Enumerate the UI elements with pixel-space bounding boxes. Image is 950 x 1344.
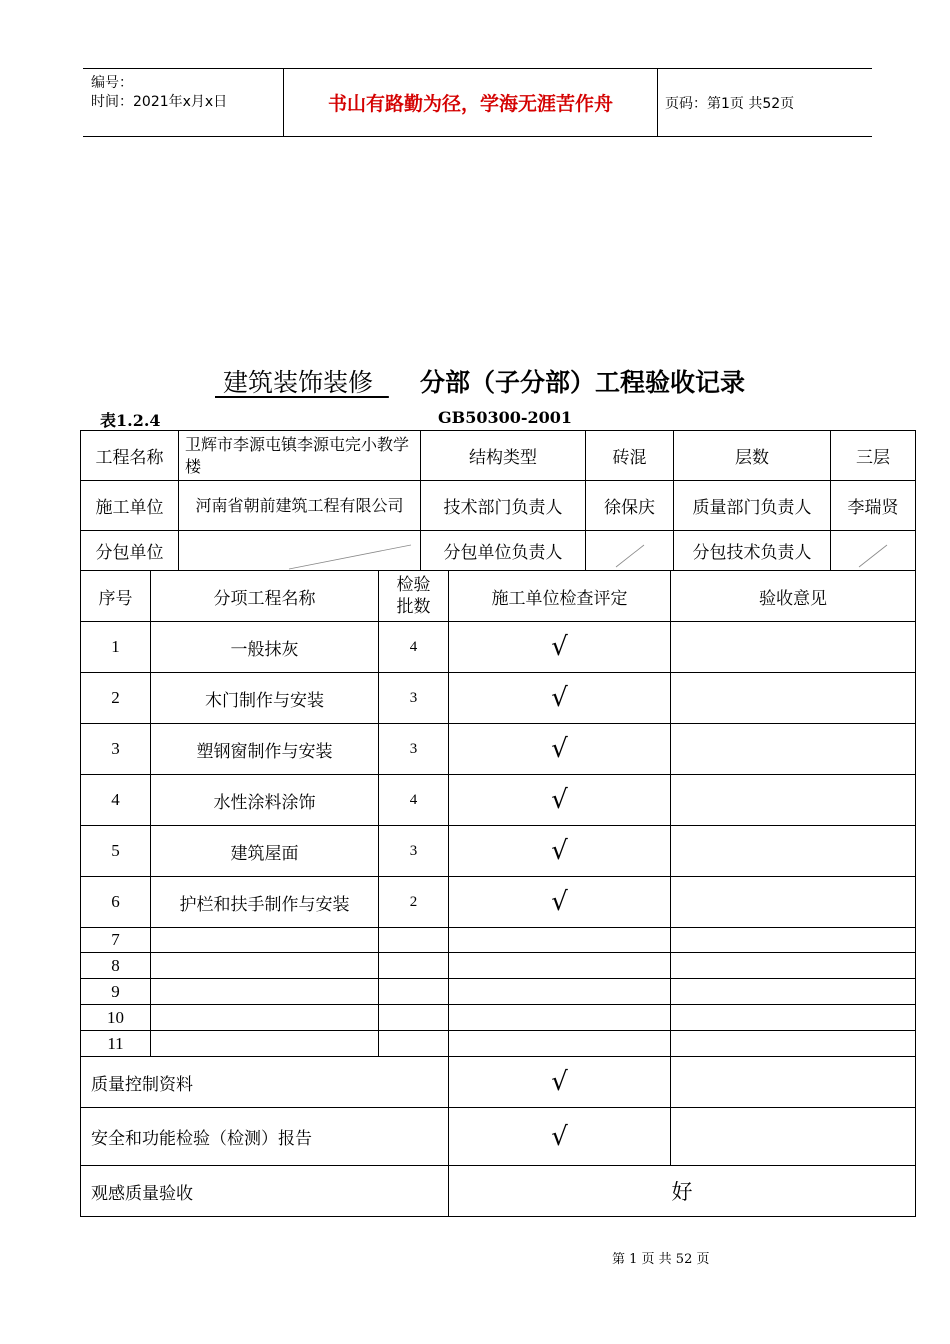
item-check: √ (449, 877, 671, 928)
item-name: 一般抹灰 (151, 622, 379, 673)
table-number: 表1.2.4 (100, 411, 161, 430)
item-check (449, 953, 671, 979)
item-batches: 3 (379, 724, 449, 775)
table-row (81, 775, 916, 826)
item-batches: 3 (379, 826, 449, 877)
subcontractor-value-empty (179, 531, 421, 571)
quality-docs-opinion (671, 1057, 916, 1108)
items-table (80, 570, 916, 1217)
item-batches (379, 953, 449, 979)
appearance-row (81, 1166, 916, 1217)
title-underlined: 建筑装饰装修 (215, 368, 389, 397)
structure-value: 砖混 (586, 431, 674, 481)
item-opinion (671, 877, 916, 928)
item-name: 木门制作与安装 (151, 673, 379, 724)
floors-value: 三层 (831, 431, 916, 481)
item-no: 4 (81, 775, 151, 826)
item-opinion (671, 826, 916, 877)
table-row (81, 673, 916, 724)
subcontractor-label: 分包单位 (81, 531, 179, 571)
safety-report-row (81, 1108, 916, 1166)
sub-tech-label: 分包技术负责人 (674, 531, 831, 571)
item-name: 建筑屋面 (151, 826, 379, 877)
item-batches (379, 1031, 449, 1057)
item-check: √ (449, 775, 671, 826)
item-opinion (671, 724, 916, 775)
col-header-check: 施工单位检查评定 (449, 571, 671, 622)
item-name (151, 979, 379, 1005)
item-check (449, 928, 671, 953)
strike-mark (831, 531, 916, 571)
item-opinion (671, 1031, 916, 1057)
item-name: 塑钢窗制作与安装 (151, 724, 379, 775)
item-opinion (671, 1005, 916, 1031)
col-header-opinion: 验收意见 (671, 571, 916, 622)
time-label: 时间：2021年x月x日 (91, 94, 228, 110)
col-header-batches: 检验批数 (379, 571, 449, 622)
contractor-label: 施工单位 (81, 481, 179, 531)
contractor-name: 河南省朝前建筑工程有限公司 (179, 481, 421, 531)
project-name-label: 工程名称 (81, 431, 179, 481)
item-check: √ (449, 622, 671, 673)
item-check (449, 979, 671, 1005)
safety-report-check: √ (449, 1108, 671, 1166)
item-opinion (671, 953, 916, 979)
table-row (81, 979, 916, 1005)
item-no: 3 (81, 724, 151, 775)
tech-head-label: 技术部门负责人 (421, 481, 586, 531)
table-row (81, 953, 916, 979)
table-row (81, 724, 916, 775)
item-name (151, 953, 379, 979)
project-name: 卫辉市李源屯镇李源屯完小教学楼 (179, 431, 421, 481)
item-batches (379, 979, 449, 1005)
item-opinion (671, 622, 916, 673)
item-no: 9 (81, 979, 151, 1005)
item-check (449, 1005, 671, 1031)
item-opinion (671, 775, 916, 826)
header-motto: 书山有路勤为径，学海无涯苦作舟 (283, 69, 658, 136)
sub-head-value-empty (586, 531, 674, 571)
item-opinion (671, 979, 916, 1005)
item-no: 10 (81, 1005, 151, 1031)
tech-head-value: 徐保庆 (586, 481, 674, 531)
item-no: 6 (81, 877, 151, 928)
item-batches (379, 928, 449, 953)
safety-report-opinion (671, 1108, 916, 1166)
project-info-table (80, 430, 916, 571)
item-batches (379, 1005, 449, 1031)
appearance-result: 好 (449, 1166, 916, 1217)
sub-tech-value-empty (831, 531, 916, 571)
header-meta (83, 69, 283, 136)
item-no: 8 (81, 953, 151, 979)
quality-head-label: 质量部门负责人 (674, 481, 831, 531)
col-header-name: 分项工程名称 (151, 571, 379, 622)
quality-docs-label: 质量控制资料 (81, 1057, 449, 1108)
item-opinion (671, 928, 916, 953)
quality-docs-row (81, 1057, 916, 1108)
table-row (81, 1031, 916, 1057)
header-page-info: 页码：第1页 共52页 (665, 95, 795, 112)
item-no: 11 (81, 1031, 151, 1057)
table-row (81, 1005, 916, 1031)
items-body (81, 622, 916, 1057)
structure-label: 结构类型 (421, 431, 586, 481)
page-footer: 第 1 页 共 52 页 (612, 1252, 710, 1267)
document-header (83, 68, 872, 137)
appearance-label: 观感质量验收 (81, 1166, 449, 1217)
strike-mark (179, 531, 421, 571)
table-row (81, 826, 916, 877)
table-row (81, 622, 916, 673)
code-label: 编号： (91, 75, 133, 91)
standard-code: GB50300-2001 (438, 408, 573, 427)
item-check: √ (449, 724, 671, 775)
quality-docs-check: √ (449, 1057, 671, 1108)
item-name: 水性涂料涂饰 (151, 775, 379, 826)
title-main: 分部（子分部）工程验收记录 (420, 368, 746, 397)
quality-head-value: 李瑞贤 (831, 481, 916, 531)
col-header-no: 序号 (81, 571, 151, 622)
item-opinion (671, 673, 916, 724)
item-batches: 2 (379, 877, 449, 928)
strike-mark (586, 531, 674, 571)
item-no: 1 (81, 622, 151, 673)
table-row (81, 877, 916, 928)
item-name: 护栏和扶手制作与安装 (151, 877, 379, 928)
item-no: 5 (81, 826, 151, 877)
floors-label: 层数 (674, 431, 831, 481)
item-check (449, 1031, 671, 1057)
item-batches: 4 (379, 622, 449, 673)
item-no: 2 (81, 673, 151, 724)
item-batches: 4 (379, 775, 449, 826)
table-row (81, 928, 916, 953)
safety-report-label: 安全和功能检验（检测）报告 (81, 1108, 449, 1166)
item-check: √ (449, 826, 671, 877)
item-check: √ (449, 673, 671, 724)
sub-head-label: 分包单位负责人 (421, 531, 586, 571)
item-no: 7 (81, 928, 151, 953)
item-name (151, 928, 379, 953)
item-name (151, 1005, 379, 1031)
item-batches: 3 (379, 673, 449, 724)
item-name (151, 1031, 379, 1057)
